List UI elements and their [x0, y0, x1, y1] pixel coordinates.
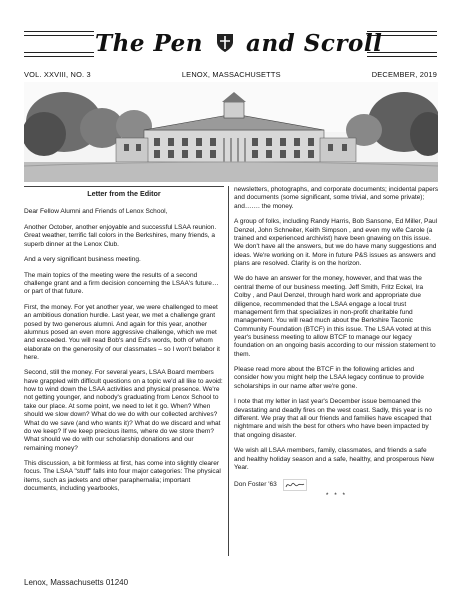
letter-column-left — [24, 190, 224, 501]
paragraph: I note that my letter in last year's December issue bemoaned the devastating and deadly fires on the west coast. Sadly, this year is no different. We pray that all our friends and families have escaped that nightmare and wish the best for others who have been impacted by that ongoing disaster. — [234, 398, 432, 439]
paragraph: First, the money. For yet another year, we were challenged to meet an ambitious donation hurdle. Last year, we met a challenge grant posed by two generous alumni. And again for this year, another alumnus posed an even more aggressive challenge, which we met and exceeded. You will read Bob's and Ed's words, both of whom elaborate on the generosity of our classmates – so I won't belabor it here. — [24, 303, 220, 361]
paragraph: Another October, another enjoyable and successful LSAA reunion. Great weather, terrific fall colors in the Berkshires, many friends, a superb dinner at the Lenox Club. — [24, 223, 217, 248]
paragraph: Please read more about the BTCF in the following articles and consider how you might help the LSAA legacy continue to provide scholarships in our name after we're gone. — [234, 366, 424, 390]
masthead-top-rule-left-2 — [24, 35, 94, 36]
masthead-bottom-rule-left-2 — [24, 56, 94, 57]
location-label: LENOX, MASSACHUSETTS — [181, 70, 281, 79]
letter-column-right — [234, 186, 439, 501]
signature-name: Don Foster '63 — [234, 481, 277, 489]
volume-label: VOL. XXVIII, NO. 3 — [24, 70, 91, 79]
masthead-bottom-rule-left — [24, 52, 94, 53]
paragraph: newsletters, photographs, and corporate documents; incidental papers and documents (some significant, some trivial, and some private); and……. the money. — [234, 186, 439, 210]
paragraph: The main topics of the meeting were the results of a second challenge grant and a firm decision concerning the LSAA's future… or part of that future. — [24, 271, 219, 296]
campus-illustration — [24, 82, 438, 182]
issue-info-line — [24, 70, 437, 79]
letter-heading: Letter from the Editor — [87, 189, 161, 198]
handwritten-signature-icon — [283, 479, 307, 491]
title-left: The Pen — [95, 30, 204, 57]
date-label: DECEMBER, 2019 — [371, 70, 437, 79]
paragraph: We do have an answer for the money, however, and that was the central theme of our business meeting. Jeff Smith, Fritz Eckel, Ira Colby , and Paul Denzel, through hard work and appropriate due diligence, recommended that the LSAA engage a local trust management firm that specializes in non-profit charitable fund management. You will read much about the Berkshire Taconic Community Foundation (BTCF) in this issue. The LSAA voted at this year's business meeting to allow BTCF to manage our legacy foundation on an ongoing basis according to our mission statement to them. — [234, 275, 436, 358]
paragraph: A group of folks, including Randy Harris, Bob Sansone, Ed Miller, Paul Denzel, John Schneiter, Keith Simpson , and even my wife Carole (a trained and experienced archivist) have been gnawing on this issue. We don't have all the answers, but we do have many suggestions and ideas. We're working on it. More in future P&S issues as answers and plans are resolved. Clarity is on the horizon. — [234, 218, 438, 267]
section-end-stars: * * * — [325, 492, 348, 500]
masthead-top-rule-left — [24, 31, 94, 32]
column-divider — [228, 186, 229, 556]
crest-icon — [216, 32, 234, 59]
paragraph: Second, still the money. For several years, LSAA Board members have grappled with difficult questions on a topic we'd all like to avoid: how to wind down the LSAA activities and physical presence. We're not getting younger, and nobody's graduating from Lenox School to take our place. At some point, we need to let it go. When? When should we slow down? What do we do with our collected archives? What do we save (and who wants it)? What do we discard and what do we keep? If we keep precious items, where do we store them? What should we do with our scholarship donations and our remaining money? — [24, 369, 223, 452]
paragraph: We wish all LSAA members, family, classmates, and friends a safe and healthy holiday season and a safe, healthy, and prosperous New Year. — [234, 447, 435, 471]
newsletter-title — [95, 30, 383, 59]
heading-rule — [24, 186, 224, 187]
footer-address: Lenox, Massachusetts 01240 — [24, 578, 129, 587]
signature-line — [234, 479, 439, 491]
paragraph: And a very significant business meeting. — [24, 256, 141, 264]
title-right: and Scroll — [246, 30, 383, 57]
paragraph: Dear Fellow Alumni and Friends of Lenox School, — [24, 208, 168, 216]
paragraph: This discussion, a bit formless at first, has come into slightly clearer focus. The LSAA "stuff" falls into four major categories: The physical items, such as jackets and other paraphernalia; important documents, including yearbooks, — [24, 460, 221, 493]
